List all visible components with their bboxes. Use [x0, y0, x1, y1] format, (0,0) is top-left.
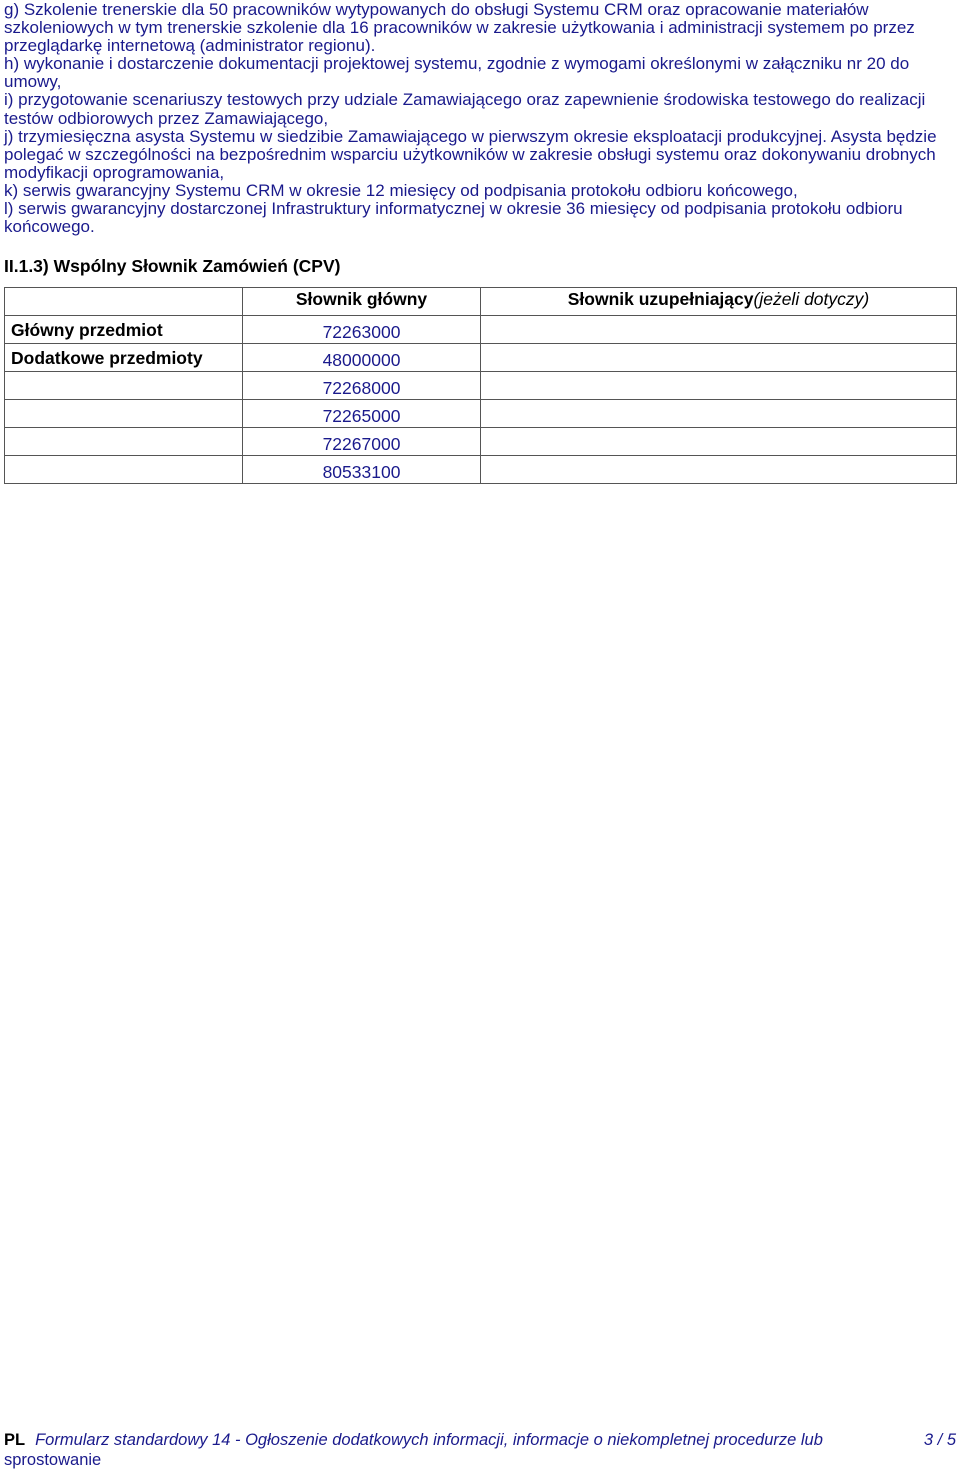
row-supp-code: [481, 316, 957, 344]
row-main-code: 72267000: [243, 428, 481, 456]
row-main-code: 48000000: [243, 344, 481, 372]
page-number: 3 / 5: [923, 1431, 956, 1449]
row-label: [5, 456, 243, 484]
paragraph-k: k) serwis gwarancyjny Systemu CRM w okresie 12 miesięcy od podpisania protokołu odbioru końcowego,: [4, 180, 798, 200]
row-label: Dodatkowe przedmioty: [5, 344, 243, 372]
row-label: [5, 428, 243, 456]
row-label: Główny przedmiot: [5, 316, 243, 344]
paragraph-l: l) serwis gwarancyjny dostarczonej Infrastruktury informatycznej w okresie 36 miesięcy od podpisania protokołu odbioru końcowego.: [4, 199, 903, 237]
table-row: [5, 316, 957, 344]
row-label: [5, 372, 243, 400]
section-number: II.1.3): [4, 256, 49, 276]
table-row: [5, 428, 957, 456]
paragraph-j: j) trzymiesięczna asysta Systemu w siedzibie Zamawiającego w pierwszym okresie eksploatacji produkcyjnej. Asysta będzie polegać w szczególności na bezpośrednim wsparciu użytkowników w zakresie obsługi systemu oraz dokonywaniu drobnych modyfikacji oprogramowania,: [4, 126, 937, 182]
paragraph-g: g) Szkolenie trenerskie dla 50 pracowników wytypowanych do obsługi Systemu CRM oraz opracowanie materiałów szkoleniowych w tym trenerskie szkolenie dla 16 pracowników w zakresie użytkowania i administracji systemem po przez przeglądarkę internetową (administrator regionu).: [4, 0, 915, 56]
table-row: [5, 456, 957, 484]
table-row: [5, 344, 957, 372]
table-row: [5, 372, 957, 400]
table-header-row: [5, 288, 957, 316]
body-text: [4, 1, 956, 236]
paragraph-i: i) przygotowanie scenariuszy testowych przy udziale Zamawiającego oraz zapewnienie środowiska testowego do realizacji testów odbiorowych przez Zamawiającego,: [4, 90, 926, 128]
row-supp-code: [481, 428, 957, 456]
header-empty-cell: [5, 288, 243, 316]
row-supp-code: [481, 344, 957, 372]
cpv-table: [4, 287, 957, 484]
footer-form-name: Formularz standardowy 14 - Ogłoszenie dodatkowych informacji, informacje o niekompletnej procedurze lub: [35, 1431, 823, 1449]
paragraph-h: h) wykonanie i dostarczenie dokumentacji projektowej systemu, zgodnie z wymogami określonymi w załączniku nr 20 do umowy,: [4, 54, 910, 92]
row-supp-code: [481, 456, 957, 484]
header-supp: Słownik uzupełniający(jeżeli dotyczy): [481, 288, 957, 316]
section-title: Wspólny Słownik Zamówień (CPV): [53, 256, 341, 276]
row-label: [5, 400, 243, 428]
row-main-code: 72263000: [243, 316, 481, 344]
row-main-code: 72268000: [243, 372, 481, 400]
footer-form-name-cont: sprostowanie: [4, 1451, 102, 1469]
header-supp-note: (jeżeli dotyczy): [753, 289, 870, 309]
header-main: Słownik główny: [243, 288, 481, 316]
footer-language: PL: [4, 1431, 26, 1449]
row-main-code: 80533100: [243, 456, 481, 484]
section-heading: [4, 256, 340, 277]
page-footer: [4, 1430, 956, 1470]
row-supp-code: [481, 372, 957, 400]
row-supp-code: [481, 400, 957, 428]
row-main-code: 72265000: [243, 400, 481, 428]
table-row: [5, 400, 957, 428]
